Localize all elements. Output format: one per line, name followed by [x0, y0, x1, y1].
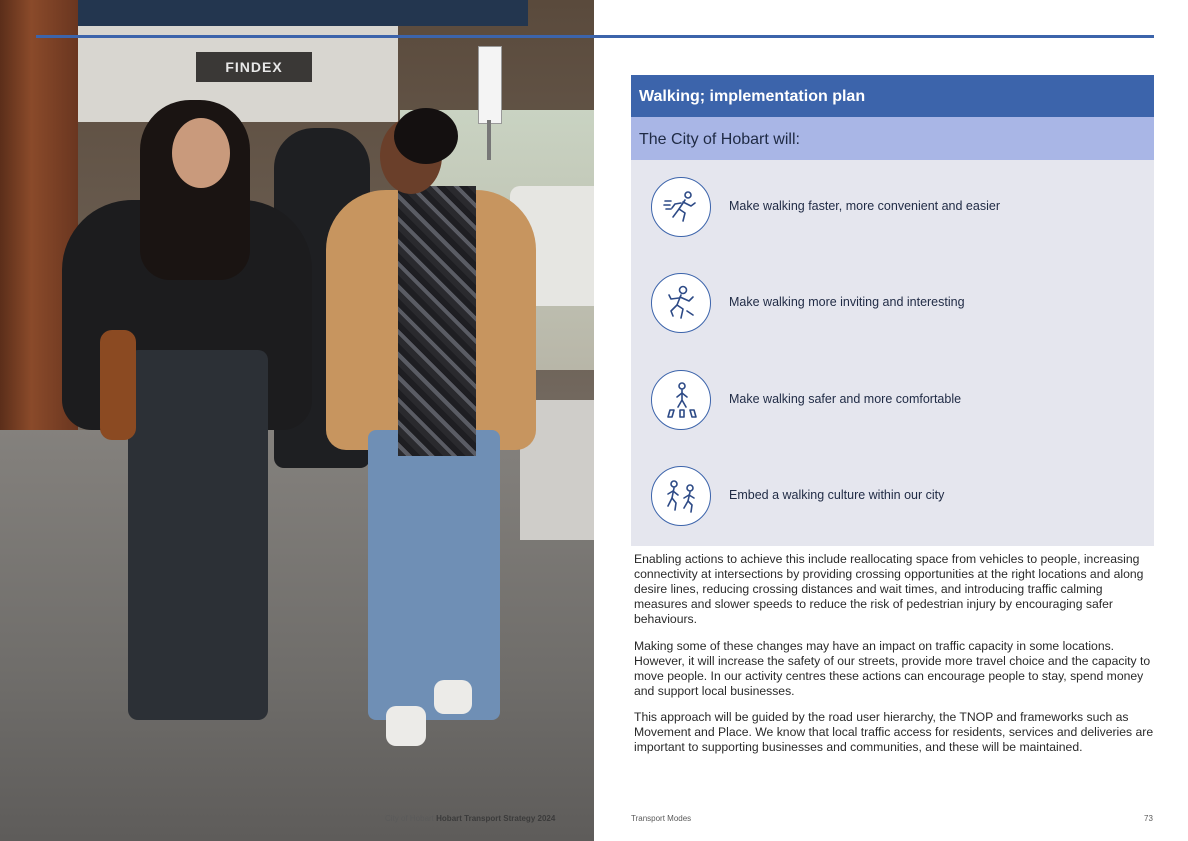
list-item — [651, 370, 1141, 434]
woman-left-face — [172, 118, 230, 188]
footer-section: Transport Modes — [631, 814, 692, 823]
woman-left-bag — [100, 330, 136, 440]
people-walking-icon — [651, 466, 711, 526]
woman-right-scarf — [398, 186, 476, 456]
top-rule — [36, 35, 1154, 38]
woman-right-hair — [394, 108, 458, 164]
footpath — [0, 430, 594, 841]
sneaker — [386, 706, 426, 746]
panel-subtitle: The City of Hobart will: — [631, 117, 1154, 160]
footer-org: City of Hobart — [385, 814, 434, 823]
woman-right-jeans — [368, 430, 500, 720]
footer-title: Hobart Transport Strategy 2024 — [436, 814, 556, 823]
running-person-icon — [651, 177, 711, 237]
footer-publication — [385, 814, 555, 823]
woman-left-trousers — [128, 350, 268, 720]
shop-awning — [78, 0, 528, 26]
action-list — [631, 160, 1154, 546]
list-item — [651, 466, 1141, 530]
sign-pole — [487, 120, 491, 160]
item-label: Make walking safer and more comfortable — [729, 392, 962, 406]
item-label: Make walking more inviting and interesting — [729, 295, 965, 309]
body-paragraph: Making some of these changes may have an impact on traffic capacity in some locations. However, it will increase the safety of our streets, provide more travel choice and the capacity to move people. In our activity centres these actions can encourage people to stay, spend money and support local businesses. — [634, 639, 1151, 698]
list-item — [651, 177, 1141, 241]
storefront-sign: FINDEX — [196, 52, 312, 82]
list-item — [651, 273, 1141, 337]
skipping-person-icon — [651, 273, 711, 333]
pedestrian-crossing-icon — [651, 370, 711, 430]
item-label: Make walking faster, more convenient and easier — [729, 199, 1000, 213]
panel-title: Walking; implementation plan — [631, 75, 1154, 117]
sneaker — [434, 680, 472, 714]
body-paragraph: Enabling actions to achieve this include reallocating space from vehicles to people, increasing connectivity at intersections by providing crossing opportunities at the right locations and along desire lines, reducing crossing distances and wait times, and introducing traffic calming measures and slower speeds to reduce the risk of pedestrian injury by encouraging safer behaviours. — [634, 552, 1144, 626]
page-number: 73 — [1144, 814, 1153, 823]
item-label: Embed a walking culture within our city — [729, 488, 945, 502]
parking-sign — [478, 46, 502, 124]
body-paragraph: This approach will be guided by the road user hierarchy, the TNOP and frameworks such as Movement and Place. We know that local traffic access for residents, services and deliveries are important to supporting businesses and communities, and these will be maintained. — [634, 710, 1154, 754]
